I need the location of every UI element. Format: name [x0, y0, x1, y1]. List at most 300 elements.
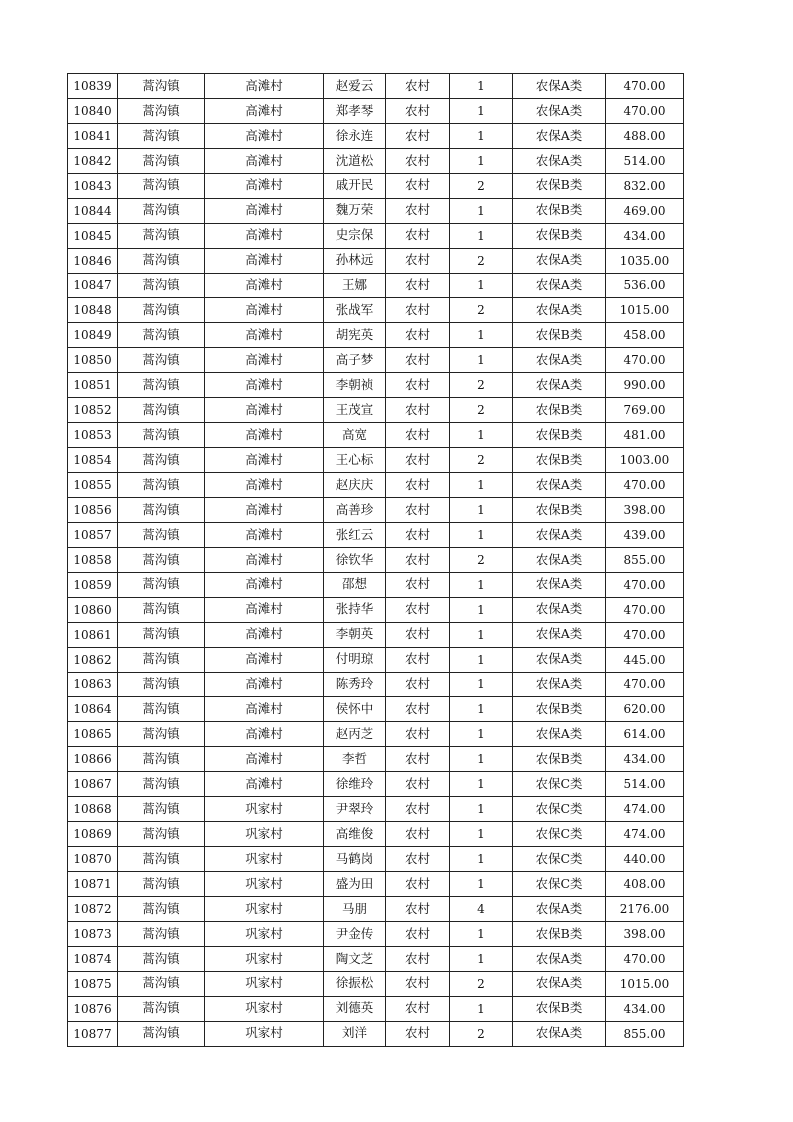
- category-cell: 农保B类: [513, 323, 606, 348]
- records-table: [67, 73, 684, 1047]
- type-cell: 农村: [386, 497, 450, 522]
- village-cell: 高滩村: [205, 398, 324, 423]
- amount-cell: 1003.00: [606, 448, 684, 473]
- table-row: [68, 273, 684, 298]
- name-cell: 王心标: [324, 448, 386, 473]
- type-cell: 农村: [386, 772, 450, 797]
- amount-cell: 1015.00: [606, 298, 684, 323]
- village-cell: 高滩村: [205, 697, 324, 722]
- category-cell: 农保A类: [513, 148, 606, 173]
- id-cell: 10877: [68, 1021, 118, 1046]
- table-row: [68, 946, 684, 971]
- id-cell: 10842: [68, 148, 118, 173]
- village-cell: 高滩村: [205, 74, 324, 99]
- table-body: [68, 74, 684, 1047]
- amount-cell: 440.00: [606, 847, 684, 872]
- category-cell: 农保A类: [513, 722, 606, 747]
- town-cell: 蒿沟镇: [118, 597, 205, 622]
- type-cell: 农村: [386, 622, 450, 647]
- village-cell: 高滩村: [205, 148, 324, 173]
- category-cell: 农保C类: [513, 872, 606, 897]
- type-cell: 农村: [386, 473, 450, 498]
- village-cell: 高滩村: [205, 722, 324, 747]
- count-cell: 1: [450, 622, 513, 647]
- category-cell: 农保B类: [513, 747, 606, 772]
- table-row: [68, 123, 684, 148]
- name-cell: 徐永连: [324, 123, 386, 148]
- category-cell: 农保B类: [513, 697, 606, 722]
- table-row: [68, 173, 684, 198]
- category-cell: 农保B类: [513, 497, 606, 522]
- village-cell: 巩家村: [205, 971, 324, 996]
- town-cell: 蒿沟镇: [118, 173, 205, 198]
- id-cell: 10851: [68, 373, 118, 398]
- amount-cell: 1015.00: [606, 971, 684, 996]
- type-cell: 农村: [386, 248, 450, 273]
- village-cell: 高滩村: [205, 647, 324, 672]
- id-cell: 10868: [68, 797, 118, 822]
- amount-cell: 470.00: [606, 672, 684, 697]
- id-cell: 10866: [68, 747, 118, 772]
- town-cell: 蒿沟镇: [118, 996, 205, 1021]
- type-cell: 农村: [386, 822, 450, 847]
- town-cell: 蒿沟镇: [118, 74, 205, 99]
- table-row: [68, 971, 684, 996]
- id-cell: 10857: [68, 522, 118, 547]
- count-cell: 2: [450, 971, 513, 996]
- id-cell: 10841: [68, 123, 118, 148]
- type-cell: 农村: [386, 647, 450, 672]
- category-cell: 农保A类: [513, 547, 606, 572]
- village-cell: 高滩村: [205, 273, 324, 298]
- table-row: [68, 822, 684, 847]
- village-cell: 高滩村: [205, 597, 324, 622]
- town-cell: 蒿沟镇: [118, 323, 205, 348]
- id-cell: 10840: [68, 98, 118, 123]
- table-row: [68, 1021, 684, 1046]
- name-cell: 王茂宣: [324, 398, 386, 423]
- name-cell: 马朋: [324, 896, 386, 921]
- town-cell: 蒿沟镇: [118, 1021, 205, 1046]
- name-cell: 徐钦华: [324, 547, 386, 572]
- count-cell: 1: [450, 822, 513, 847]
- town-cell: 蒿沟镇: [118, 822, 205, 847]
- category-cell: 农保A类: [513, 1021, 606, 1046]
- amount-cell: 514.00: [606, 148, 684, 173]
- village-cell: 高滩村: [205, 323, 324, 348]
- village-cell: 高滩村: [205, 298, 324, 323]
- id-cell: 10850: [68, 348, 118, 373]
- type-cell: 农村: [386, 74, 450, 99]
- town-cell: 蒿沟镇: [118, 797, 205, 822]
- id-cell: 10839: [68, 74, 118, 99]
- id-cell: 10852: [68, 398, 118, 423]
- category-cell: 农保B类: [513, 223, 606, 248]
- count-cell: 1: [450, 98, 513, 123]
- table-row: [68, 697, 684, 722]
- table-row: [68, 921, 684, 946]
- category-cell: 农保B类: [513, 448, 606, 473]
- category-cell: 农保A类: [513, 348, 606, 373]
- village-cell: 高滩村: [205, 772, 324, 797]
- amount-cell: 769.00: [606, 398, 684, 423]
- type-cell: 农村: [386, 423, 450, 448]
- id-cell: 10859: [68, 572, 118, 597]
- type-cell: 农村: [386, 597, 450, 622]
- table-row: [68, 423, 684, 448]
- amount-cell: 614.00: [606, 722, 684, 747]
- id-cell: 10869: [68, 822, 118, 847]
- name-cell: 史宗保: [324, 223, 386, 248]
- village-cell: 巩家村: [205, 797, 324, 822]
- table-row: [68, 148, 684, 173]
- count-cell: 1: [450, 348, 513, 373]
- name-cell: 戚开民: [324, 173, 386, 198]
- village-cell: 高滩村: [205, 373, 324, 398]
- count-cell: 1: [450, 423, 513, 448]
- table-row: [68, 298, 684, 323]
- village-cell: 高滩村: [205, 448, 324, 473]
- category-cell: 农保B类: [513, 198, 606, 223]
- table-row: [68, 522, 684, 547]
- id-cell: 10872: [68, 896, 118, 921]
- table-row: [68, 74, 684, 99]
- count-cell: 2: [450, 1021, 513, 1046]
- amount-cell: 439.00: [606, 522, 684, 547]
- count-cell: 1: [450, 497, 513, 522]
- category-cell: 农保A类: [513, 597, 606, 622]
- village-cell: 高滩村: [205, 173, 324, 198]
- type-cell: 农村: [386, 872, 450, 897]
- village-cell: 高滩村: [205, 497, 324, 522]
- table-row: [68, 722, 684, 747]
- town-cell: 蒿沟镇: [118, 98, 205, 123]
- village-cell: 巩家村: [205, 896, 324, 921]
- town-cell: 蒿沟镇: [118, 697, 205, 722]
- town-cell: 蒿沟镇: [118, 847, 205, 872]
- id-cell: 10875: [68, 971, 118, 996]
- category-cell: 农保A类: [513, 298, 606, 323]
- amount-cell: 470.00: [606, 597, 684, 622]
- amount-cell: 855.00: [606, 1021, 684, 1046]
- type-cell: 农村: [386, 323, 450, 348]
- id-cell: 10862: [68, 647, 118, 672]
- table-row: [68, 497, 684, 522]
- table-row: [68, 223, 684, 248]
- village-cell: 巩家村: [205, 996, 324, 1021]
- count-cell: 2: [450, 248, 513, 273]
- table-row: [68, 198, 684, 223]
- name-cell: 陈秀玲: [324, 672, 386, 697]
- amount-cell: 434.00: [606, 223, 684, 248]
- category-cell: 农保A类: [513, 672, 606, 697]
- count-cell: 1: [450, 522, 513, 547]
- type-cell: 农村: [386, 398, 450, 423]
- table-row: [68, 996, 684, 1021]
- name-cell: 胡宪英: [324, 323, 386, 348]
- id-cell: 10845: [68, 223, 118, 248]
- count-cell: 2: [450, 173, 513, 198]
- name-cell: 侯怀中: [324, 697, 386, 722]
- table-row: [68, 872, 684, 897]
- count-cell: 1: [450, 148, 513, 173]
- count-cell: 1: [450, 946, 513, 971]
- id-cell: 10861: [68, 622, 118, 647]
- category-cell: 农保C类: [513, 772, 606, 797]
- name-cell: 李朝英: [324, 622, 386, 647]
- village-cell: 高滩村: [205, 572, 324, 597]
- amount-cell: 398.00: [606, 921, 684, 946]
- type-cell: 农村: [386, 1021, 450, 1046]
- name-cell: 盛为田: [324, 872, 386, 897]
- village-cell: 高滩村: [205, 547, 324, 572]
- town-cell: 蒿沟镇: [118, 398, 205, 423]
- town-cell: 蒿沟镇: [118, 223, 205, 248]
- amount-cell: 990.00: [606, 373, 684, 398]
- type-cell: 农村: [386, 672, 450, 697]
- name-cell: 王娜: [324, 273, 386, 298]
- town-cell: 蒿沟镇: [118, 946, 205, 971]
- id-cell: 10853: [68, 423, 118, 448]
- town-cell: 蒿沟镇: [118, 298, 205, 323]
- category-cell: 农保B类: [513, 921, 606, 946]
- amount-cell: 470.00: [606, 946, 684, 971]
- category-cell: 农保A类: [513, 473, 606, 498]
- amount-cell: 536.00: [606, 273, 684, 298]
- type-cell: 农村: [386, 198, 450, 223]
- town-cell: 蒿沟镇: [118, 772, 205, 797]
- category-cell: 农保A类: [513, 123, 606, 148]
- amount-cell: 855.00: [606, 547, 684, 572]
- village-cell: 高滩村: [205, 223, 324, 248]
- village-cell: 巩家村: [205, 872, 324, 897]
- village-cell: 巩家村: [205, 946, 324, 971]
- table-row: [68, 896, 684, 921]
- type-cell: 农村: [386, 946, 450, 971]
- category-cell: 农保B类: [513, 996, 606, 1021]
- village-cell: 高滩村: [205, 747, 324, 772]
- id-cell: 10846: [68, 248, 118, 273]
- id-cell: 10858: [68, 547, 118, 572]
- count-cell: 1: [450, 597, 513, 622]
- table-row: [68, 622, 684, 647]
- town-cell: 蒿沟镇: [118, 872, 205, 897]
- name-cell: 徐振松: [324, 971, 386, 996]
- count-cell: 1: [450, 921, 513, 946]
- town-cell: 蒿沟镇: [118, 448, 205, 473]
- town-cell: 蒿沟镇: [118, 497, 205, 522]
- table-row: [68, 473, 684, 498]
- table-row: [68, 248, 684, 273]
- type-cell: 农村: [386, 847, 450, 872]
- table-row: [68, 547, 684, 572]
- category-cell: 农保B类: [513, 173, 606, 198]
- amount-cell: 1035.00: [606, 248, 684, 273]
- id-cell: 10874: [68, 946, 118, 971]
- amount-cell: 434.00: [606, 747, 684, 772]
- type-cell: 农村: [386, 747, 450, 772]
- count-cell: 2: [450, 448, 513, 473]
- town-cell: 蒿沟镇: [118, 123, 205, 148]
- type-cell: 农村: [386, 971, 450, 996]
- id-cell: 10865: [68, 722, 118, 747]
- id-cell: 10871: [68, 872, 118, 897]
- town-cell: 蒿沟镇: [118, 647, 205, 672]
- type-cell: 农村: [386, 697, 450, 722]
- name-cell: 赵庆庆: [324, 473, 386, 498]
- village-cell: 高滩村: [205, 348, 324, 373]
- id-cell: 10855: [68, 473, 118, 498]
- count-cell: 4: [450, 896, 513, 921]
- amount-cell: 474.00: [606, 822, 684, 847]
- amount-cell: 445.00: [606, 647, 684, 672]
- id-cell: 10843: [68, 173, 118, 198]
- amount-cell: 470.00: [606, 622, 684, 647]
- type-cell: 农村: [386, 98, 450, 123]
- village-cell: 高滩村: [205, 123, 324, 148]
- type-cell: 农村: [386, 348, 450, 373]
- town-cell: 蒿沟镇: [118, 547, 205, 572]
- count-cell: 1: [450, 223, 513, 248]
- amount-cell: 470.00: [606, 98, 684, 123]
- table-row: [68, 98, 684, 123]
- id-cell: 10864: [68, 697, 118, 722]
- table-row: [68, 747, 684, 772]
- name-cell: 邵想: [324, 572, 386, 597]
- count-cell: 1: [450, 872, 513, 897]
- village-cell: 高滩村: [205, 98, 324, 123]
- table-row: [68, 647, 684, 672]
- town-cell: 蒿沟镇: [118, 198, 205, 223]
- count-cell: 1: [450, 473, 513, 498]
- type-cell: 农村: [386, 448, 450, 473]
- amount-cell: 481.00: [606, 423, 684, 448]
- category-cell: 农保C类: [513, 797, 606, 822]
- category-cell: 农保A类: [513, 946, 606, 971]
- amount-cell: 474.00: [606, 797, 684, 822]
- id-cell: 10844: [68, 198, 118, 223]
- name-cell: 李哲: [324, 747, 386, 772]
- town-cell: 蒿沟镇: [118, 248, 205, 273]
- town-cell: 蒿沟镇: [118, 921, 205, 946]
- name-cell: 徐维玲: [324, 772, 386, 797]
- name-cell: 陶文芝: [324, 946, 386, 971]
- category-cell: 农保A类: [513, 896, 606, 921]
- village-cell: 高滩村: [205, 198, 324, 223]
- type-cell: 农村: [386, 298, 450, 323]
- village-cell: 巩家村: [205, 822, 324, 847]
- id-cell: 10847: [68, 273, 118, 298]
- name-cell: 高维俊: [324, 822, 386, 847]
- table-row: [68, 398, 684, 423]
- category-cell: 农保B类: [513, 423, 606, 448]
- name-cell: 张战军: [324, 298, 386, 323]
- category-cell: 农保A类: [513, 98, 606, 123]
- name-cell: 高宽: [324, 423, 386, 448]
- amount-cell: 488.00: [606, 123, 684, 148]
- type-cell: 农村: [386, 921, 450, 946]
- name-cell: 李朝祯: [324, 373, 386, 398]
- count-cell: 2: [450, 298, 513, 323]
- name-cell: 魏万荣: [324, 198, 386, 223]
- type-cell: 农村: [386, 273, 450, 298]
- name-cell: 赵丙芝: [324, 722, 386, 747]
- amount-cell: 470.00: [606, 473, 684, 498]
- town-cell: 蒿沟镇: [118, 672, 205, 697]
- count-cell: 1: [450, 273, 513, 298]
- count-cell: 1: [450, 647, 513, 672]
- id-cell: 10854: [68, 448, 118, 473]
- amount-cell: 470.00: [606, 348, 684, 373]
- table-row: [68, 572, 684, 597]
- category-cell: 农保A类: [513, 74, 606, 99]
- name-cell: 张红云: [324, 522, 386, 547]
- name-cell: 孙林远: [324, 248, 386, 273]
- id-cell: 10863: [68, 672, 118, 697]
- count-cell: 1: [450, 198, 513, 223]
- town-cell: 蒿沟镇: [118, 273, 205, 298]
- table-row: [68, 373, 684, 398]
- type-cell: 农村: [386, 148, 450, 173]
- amount-cell: 470.00: [606, 74, 684, 99]
- town-cell: 蒿沟镇: [118, 373, 205, 398]
- count-cell: 1: [450, 747, 513, 772]
- village-cell: 高滩村: [205, 522, 324, 547]
- count-cell: 1: [450, 697, 513, 722]
- count-cell: 2: [450, 547, 513, 572]
- town-cell: 蒿沟镇: [118, 423, 205, 448]
- amount-cell: 469.00: [606, 198, 684, 223]
- count-cell: 1: [450, 847, 513, 872]
- id-cell: 10848: [68, 298, 118, 323]
- category-cell: 农保C类: [513, 822, 606, 847]
- name-cell: 高子梦: [324, 348, 386, 373]
- count-cell: 1: [450, 996, 513, 1021]
- name-cell: 马鹤岗: [324, 847, 386, 872]
- village-cell: 巩家村: [205, 1021, 324, 1046]
- category-cell: 农保A类: [513, 248, 606, 273]
- id-cell: 10876: [68, 996, 118, 1021]
- type-cell: 农村: [386, 223, 450, 248]
- village-cell: 巩家村: [205, 921, 324, 946]
- village-cell: 高滩村: [205, 423, 324, 448]
- count-cell: 1: [450, 672, 513, 697]
- type-cell: 农村: [386, 572, 450, 597]
- category-cell: 农保A类: [513, 622, 606, 647]
- amount-cell: 832.00: [606, 173, 684, 198]
- amount-cell: 408.00: [606, 872, 684, 897]
- id-cell: 10849: [68, 323, 118, 348]
- type-cell: 农村: [386, 896, 450, 921]
- amount-cell: 470.00: [606, 572, 684, 597]
- category-cell: 农保A类: [513, 971, 606, 996]
- table-row: [68, 323, 684, 348]
- village-cell: 高滩村: [205, 672, 324, 697]
- name-cell: 付明琼: [324, 647, 386, 672]
- village-cell: 高滩村: [205, 473, 324, 498]
- category-cell: 农保A类: [513, 522, 606, 547]
- id-cell: 10867: [68, 772, 118, 797]
- category-cell: 农保A类: [513, 647, 606, 672]
- name-cell: 刘洋: [324, 1021, 386, 1046]
- count-cell: 2: [450, 398, 513, 423]
- town-cell: 蒿沟镇: [118, 896, 205, 921]
- name-cell: 尹金传: [324, 921, 386, 946]
- village-cell: 巩家村: [205, 847, 324, 872]
- town-cell: 蒿沟镇: [118, 572, 205, 597]
- amount-cell: 2176.00: [606, 896, 684, 921]
- town-cell: 蒿沟镇: [118, 348, 205, 373]
